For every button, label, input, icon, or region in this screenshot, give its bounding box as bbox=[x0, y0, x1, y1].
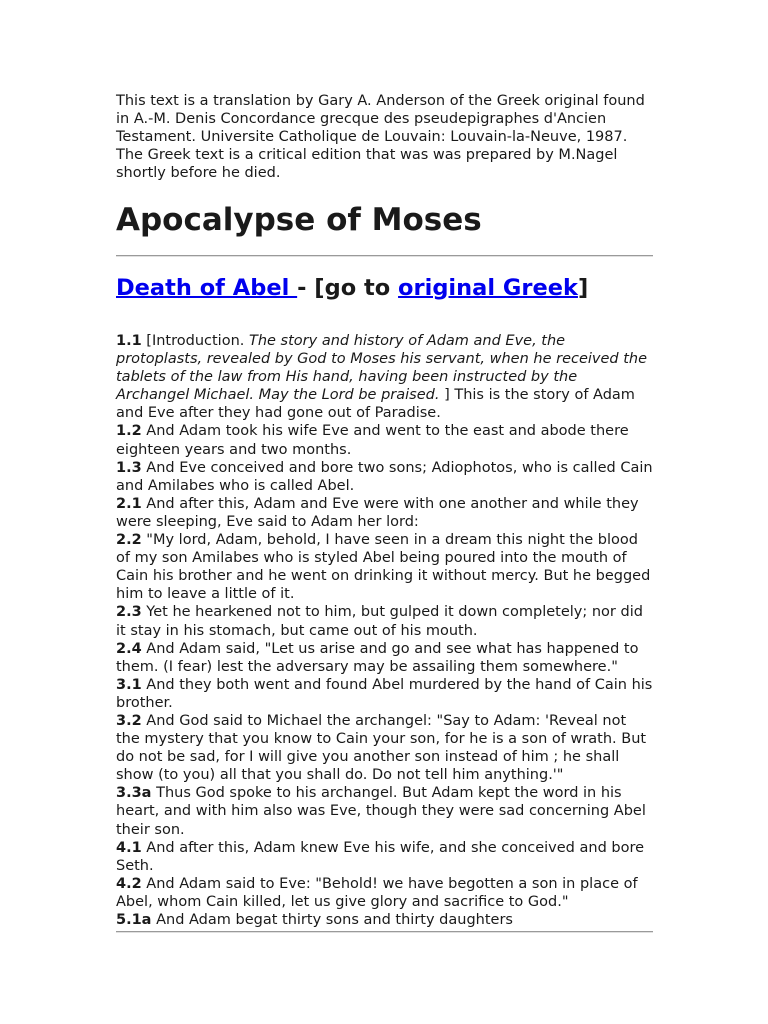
heading-close-bracket: ] bbox=[577, 275, 589, 301]
verse-text: And Adam said, "Let us arise and go and see what has happened to them. (I fear) lest the adversary may be assailing them somewhere." bbox=[116, 640, 639, 675]
verse-number: 1.3 bbox=[116, 459, 142, 476]
verse-text: Thus God spoke to his archangel. But Adam kept the word in his heart, and with him also was Eve, though they were sad concerning Abel their son. bbox=[116, 785, 646, 838]
verse bbox=[116, 676, 653, 712]
verse bbox=[116, 495, 653, 531]
verse-text: "My lord, Adam, behold, I have seen in a dream this night the blood of my son Amilabes who is styled Abel being poured into the mouth of Cain his brother and he went on drinking it without mercy. But he begged him to leave a little of it. bbox=[116, 532, 651, 603]
verse-text: And Adam said to Eve: "Behold! we have begotten a son in place of Abel, whom Cain killed, let us give glory and sacrifice to God." bbox=[116, 875, 638, 910]
verse-text: And after this, Adam and Eve were with one another and while they were sleeping, Eve said to Adam her lord: bbox=[116, 495, 639, 530]
verse-italic-text: The story and history of Adam and Eve, the protoplasts, revealed by God to Moses his servant, when he received the tablets of the law from His hand, having been instructed by the Archangel Michael. May the Lord be praised. bbox=[116, 333, 648, 404]
verse-number: 4.1 bbox=[116, 839, 142, 856]
verse bbox=[116, 332, 653, 422]
page-title: Apocalypse of Moses bbox=[116, 202, 482, 238]
verse-text: And Eve conceived and bore two sons; Adiophotos, who is called Cain and Amilabes who is called Abel. bbox=[116, 459, 653, 494]
verse-number: 1.2 bbox=[116, 423, 142, 440]
verse-text: And they both went and found Abel murdered by the hand of Cain his brother. bbox=[116, 676, 653, 711]
verse-number: 3.1 bbox=[116, 676, 142, 693]
verse-number: 1.1 bbox=[116, 333, 142, 349]
document-page bbox=[116, 92, 653, 933]
verse bbox=[116, 875, 653, 911]
verse-text: [Introduction. bbox=[141, 333, 249, 349]
verse bbox=[116, 531, 653, 603]
verse-text: And God said to Michael the archangel: "Say to Adam: 'Reveal not the mystery that you know to Cain your son, for he is a son of wrath. But do not be sad, for I will give you another son instead of him ; he shall show (to you) all that you shall do. Do not tell him anything.'" bbox=[116, 712, 647, 784]
bottom-divider bbox=[116, 931, 653, 933]
verse bbox=[116, 784, 653, 838]
verse-number: 3.3a bbox=[116, 785, 152, 802]
death-of-abel-link[interactable]: Death of Abel bbox=[116, 275, 298, 301]
verse bbox=[116, 911, 653, 929]
verse-list bbox=[116, 332, 653, 929]
heading-separator: - [go to bbox=[297, 275, 399, 301]
verse bbox=[116, 640, 653, 676]
verse-text: And Adam begat thirty sons and thirty daughters bbox=[151, 912, 513, 928]
verse-number: 2.3 bbox=[116, 604, 142, 621]
intro-paragraph: This text is a translation by Gary A. Anderson of the Greek original found in A.-M. Denis Concordance grecque des pseudepigraphes d'Ancien Testament. Universite Catholique de Louvain: Louvain-la-Neuve, 1987. The Greek text is a critical edition that was was prepared by M.Nagel shortly before he died. bbox=[116, 93, 645, 181]
verse-text: ] This is the story of Adam and Eve after they had gone out of Paradise. bbox=[116, 387, 635, 422]
verse-number: 3.2 bbox=[116, 712, 142, 729]
verse-text: And after this, Adam knew Eve his wife, and she conceived and bore Seth. bbox=[116, 839, 645, 874]
section-heading bbox=[116, 274, 653, 302]
verse-number: 2.4 bbox=[116, 640, 142, 657]
verse-number: 2.2 bbox=[116, 532, 142, 549]
verse bbox=[116, 422, 653, 458]
verse-text: Yet he hearkened not to him, but gulped it down completely; nor did it stay in his stomach, but came out of his mouth. bbox=[116, 604, 643, 639]
verse bbox=[116, 839, 653, 875]
verse bbox=[116, 712, 653, 784]
verse-number: 5.1a bbox=[116, 912, 152, 928]
title-divider bbox=[116, 255, 653, 257]
verse-number: 4.2 bbox=[116, 875, 142, 892]
verse-number: 2.1 bbox=[116, 495, 142, 512]
verse bbox=[116, 603, 653, 639]
verse-text: And Adam took his wife Eve and went to the east and abode there eighteen years and two months. bbox=[116, 423, 629, 458]
original-greek-link[interactable]: original Greek bbox=[398, 275, 578, 301]
verse bbox=[116, 459, 653, 495]
